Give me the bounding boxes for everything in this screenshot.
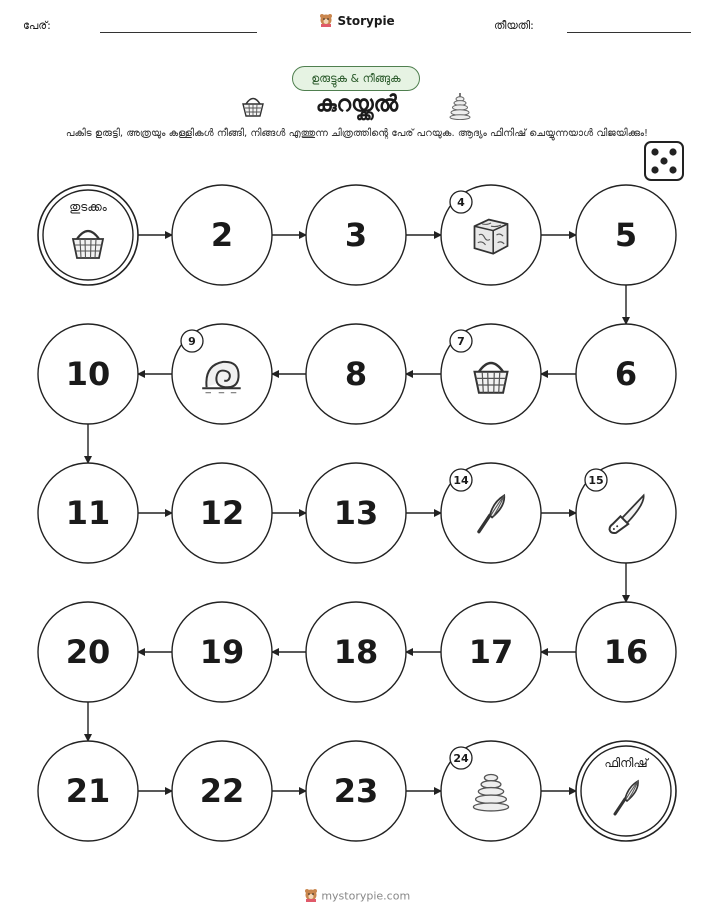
page-title: കുറയ്ക്കൽ bbox=[315, 92, 399, 117]
board-cell[interactable] bbox=[38, 741, 138, 841]
board-cell[interactable] bbox=[172, 185, 272, 285]
finish-label: ഫിനിഷ് bbox=[604, 756, 648, 770]
date-label: തീയതി: bbox=[494, 19, 534, 32]
cell-number: 3 bbox=[344, 216, 368, 254]
finish-cell[interactable] bbox=[576, 741, 676, 841]
board-cell[interactable] bbox=[172, 324, 272, 424]
cell-number: 5 bbox=[614, 216, 638, 254]
board-cell[interactable] bbox=[306, 741, 406, 841]
cell-number: 23 bbox=[333, 772, 379, 810]
board-cell[interactable] bbox=[441, 324, 541, 424]
dice-icon[interactable] bbox=[645, 142, 683, 180]
name-label: പേര്: bbox=[23, 19, 51, 32]
board-cell[interactable] bbox=[441, 463, 541, 563]
cell-number: 22 bbox=[199, 772, 245, 810]
brand-name: Storypie bbox=[337, 14, 395, 28]
cell-number: 19 bbox=[199, 633, 245, 671]
cell-number: 21 bbox=[65, 772, 111, 810]
cell-number: 18 bbox=[333, 633, 379, 671]
board-cell[interactable] bbox=[306, 463, 406, 563]
cell-number: 2 bbox=[210, 216, 234, 254]
cell-number: 13 bbox=[333, 494, 379, 532]
board-cell[interactable] bbox=[441, 185, 541, 285]
board-cell[interactable] bbox=[172, 463, 272, 563]
instructions-text: പകിട ഉരുട്ടി, അത്രയും കള്ളികൾ നീങ്ങി, നിങ്ങൾ എത്തുന്ന ചിത്രത്തിന്റെ പേര് പറയുക. ആദ്യം ഫിനിഷ് ചെയ്യുന്നയാൾ വിജയിക്കും! bbox=[65, 128, 649, 139]
cell-number: 10 bbox=[65, 355, 111, 393]
cell-number: 17 bbox=[468, 633, 514, 671]
cell-number: 6 bbox=[614, 355, 638, 393]
board-cell[interactable] bbox=[38, 602, 138, 702]
dice-pip bbox=[669, 148, 676, 155]
dice-pip bbox=[669, 166, 676, 173]
cell-number: 15 bbox=[588, 474, 604, 487]
board-cell[interactable] bbox=[38, 463, 138, 563]
cell-number: 12 bbox=[199, 494, 245, 532]
cell-number: 8 bbox=[344, 355, 368, 393]
cell-number: 4 bbox=[457, 196, 465, 209]
cell-number: 9 bbox=[188, 335, 196, 348]
bear-logo-icon bbox=[304, 888, 318, 905]
board-cell[interactable] bbox=[306, 185, 406, 285]
board-cell[interactable] bbox=[576, 602, 676, 702]
cell-number: 11 bbox=[65, 494, 111, 532]
board-cell[interactable] bbox=[576, 185, 676, 285]
dice-pip bbox=[651, 148, 658, 155]
cell-number: 20 bbox=[65, 633, 111, 671]
cell-number: 24 bbox=[453, 752, 469, 765]
dice-pip bbox=[660, 157, 667, 164]
roll-and-move-badge: ഉരുട്ടുക & നീങ്ങുക bbox=[292, 66, 420, 91]
board-cell[interactable] bbox=[306, 602, 406, 702]
cell-number: 16 bbox=[603, 633, 649, 671]
board-cell[interactable] bbox=[38, 324, 138, 424]
start-label: തുടക്കം bbox=[69, 200, 107, 214]
cell-number: 7 bbox=[457, 335, 465, 348]
dice-pip bbox=[651, 166, 658, 173]
board-cell[interactable] bbox=[172, 741, 272, 841]
start-cell[interactable] bbox=[38, 185, 138, 285]
board-cell[interactable] bbox=[306, 324, 406, 424]
cube-block-icon bbox=[475, 220, 508, 254]
board-cell[interactable] bbox=[576, 324, 676, 424]
cell-number: 14 bbox=[453, 474, 469, 487]
board-cell[interactable] bbox=[576, 463, 676, 563]
board-cell[interactable] bbox=[441, 741, 541, 841]
board-cell[interactable] bbox=[172, 602, 272, 702]
board-cell[interactable] bbox=[441, 602, 541, 702]
footer bbox=[0, 888, 714, 905]
footer-site: mystorypie.com bbox=[321, 889, 411, 903]
